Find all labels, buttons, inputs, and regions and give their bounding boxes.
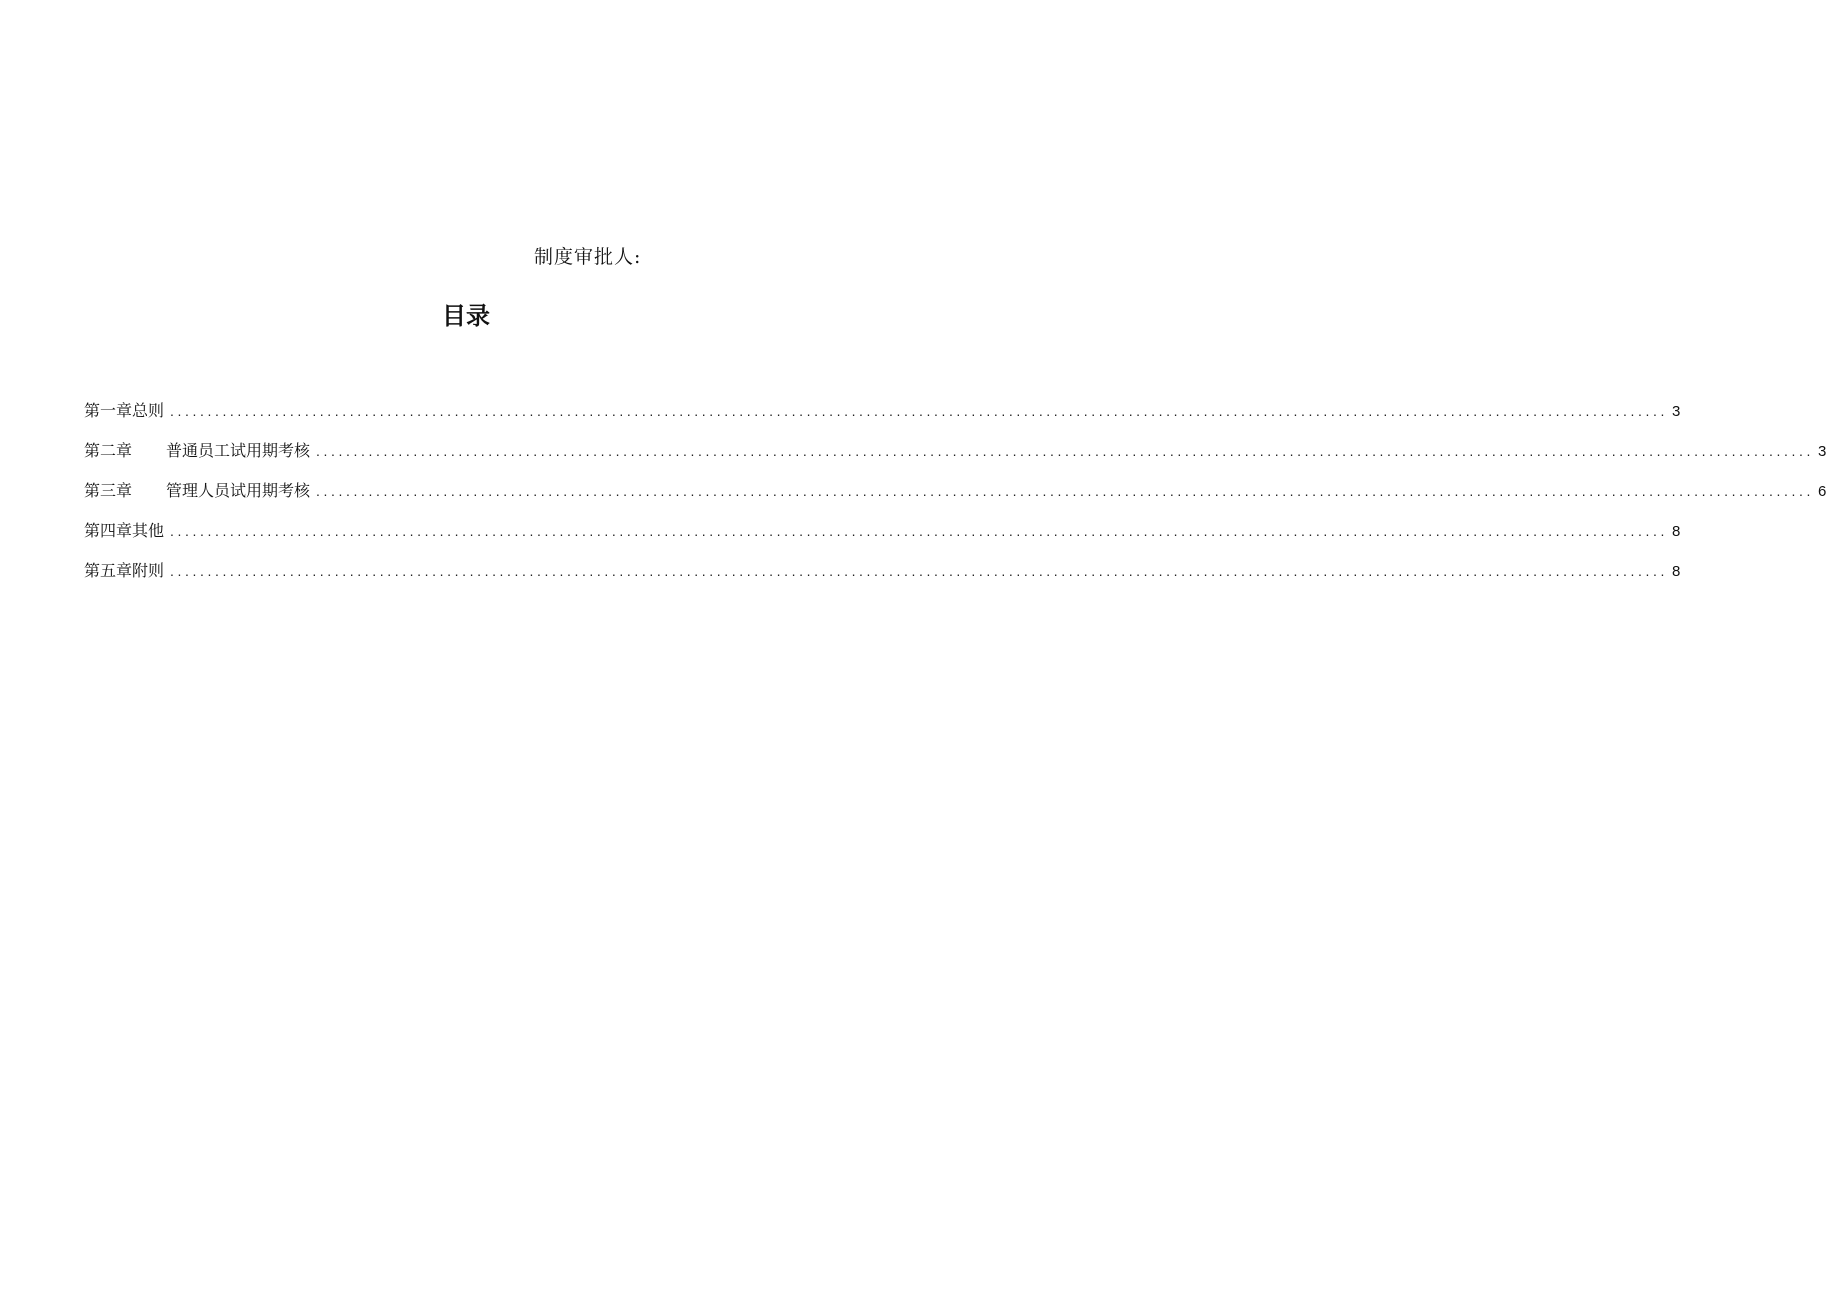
toc-entry[interactable]: [84, 518, 1681, 558]
toc-entry[interactable]: [84, 478, 1826, 518]
toc-page-number: 6: [1817, 483, 1826, 500]
table-of-contents: [84, 398, 1826, 598]
toc-page-number: 8: [1671, 563, 1681, 580]
toc-leader-dots: ........................................................................................................................................................................................................: [316, 443, 1814, 459]
toc-chapter-label: 第一章总则: [84, 401, 165, 420]
toc-chapter-name: 管理人员试用期考核: [166, 481, 311, 500]
toc-entry[interactable]: [84, 438, 1826, 478]
toc-chapter-name: 普通员工试用期考核: [166, 441, 311, 460]
toc-title: 目录: [442, 302, 490, 330]
approver-label: 制度审批人:: [534, 246, 642, 268]
toc-page-number: 3: [1817, 443, 1826, 460]
toc-chapter-label: 第五章附则: [84, 561, 165, 580]
toc-leader-dots: ........................................................................................................................................................................................................: [170, 563, 1668, 579]
toc-leader-dots: ........................................................................................................................................................................................................: [170, 523, 1668, 539]
toc-leader-dots: ........................................................................................................................................................................................................: [170, 403, 1668, 419]
toc-page-number: 3: [1671, 403, 1681, 420]
toc-entry[interactable]: [84, 558, 1681, 598]
toc-entry[interactable]: [84, 398, 1681, 438]
toc-leader-dots: ........................................................................................................................................................................................................: [316, 483, 1814, 499]
toc-chapter-label: 第四章其他: [84, 521, 165, 540]
toc-page-number: 8: [1671, 523, 1681, 540]
toc-chapter-label: 第二章: [84, 441, 133, 460]
toc-chapter-label: 第三章: [84, 481, 133, 500]
